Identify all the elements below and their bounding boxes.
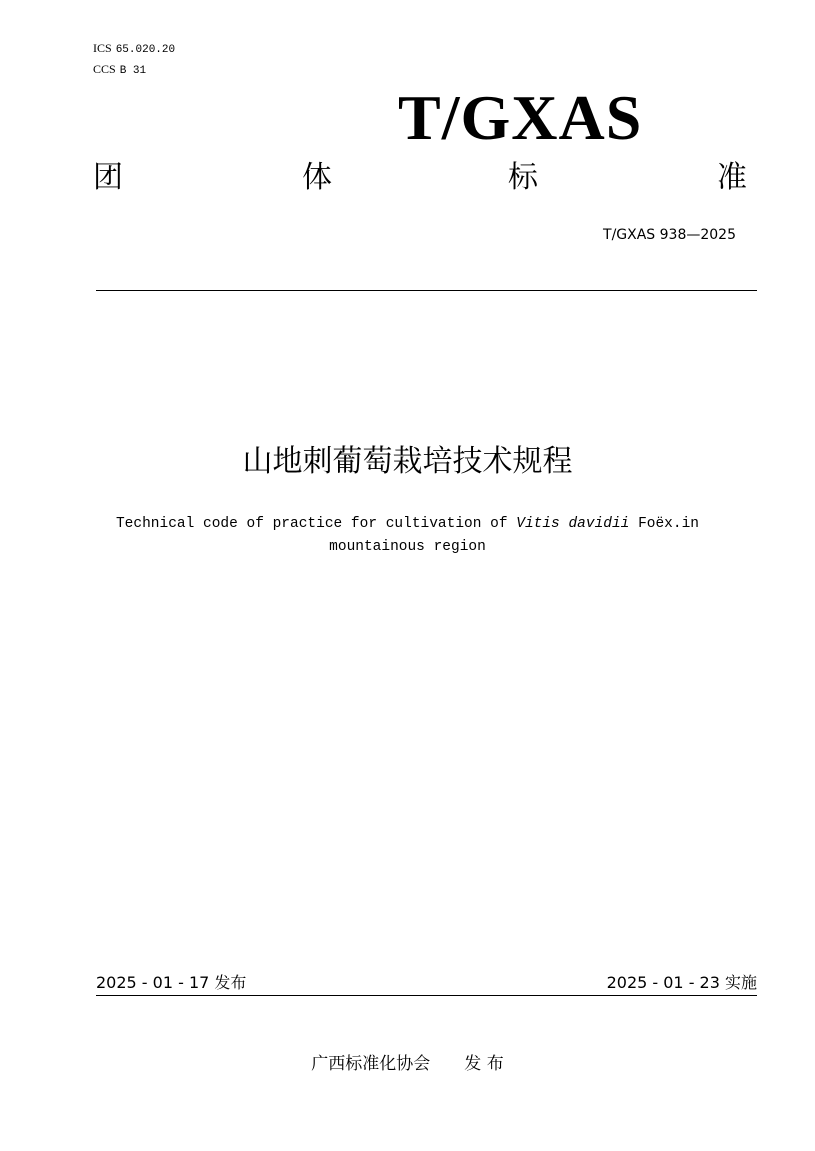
standard-type-char-3: 标	[508, 160, 538, 195]
ics-label: ICS	[93, 41, 112, 55]
publisher-line	[0, 1052, 815, 1076]
standard-type-char-2: 体	[302, 160, 332, 195]
ccs-value: B 31	[119, 65, 147, 77]
publisher-name: 广西标准化协会	[311, 1054, 431, 1074]
title-english-line2: mountainous region	[329, 539, 486, 555]
standard-logo: T/GXAS	[398, 82, 643, 153]
standard-type-char-1: 团	[93, 160, 123, 195]
title-chinese: 山地刺葡萄栽培技术规程	[242, 444, 573, 479]
title-english-post: Foëx.in	[629, 516, 699, 532]
publisher-action: 发 布	[464, 1054, 504, 1074]
issue-date: 2025 - 01 - 17 发布	[96, 973, 247, 992]
header-divider	[96, 290, 757, 291]
ccs-label: CCS	[93, 62, 116, 76]
standard-number: T/GXAS 938—2025	[603, 227, 736, 243]
ics-code	[93, 39, 175, 59]
footer-divider	[96, 995, 757, 996]
title-english-pre: Technical code of practice for cultivation of	[115, 516, 517, 532]
standard-type-char-4: 准	[717, 160, 747, 195]
ics-value: 65.020.20	[115, 44, 176, 56]
title-english-italic: Vitis davidii	[516, 516, 630, 532]
ccs-code	[93, 60, 146, 80]
title-english-line1	[0, 514, 815, 534]
implementation-date: 2025 - 01 - 23 实施	[606, 973, 757, 992]
